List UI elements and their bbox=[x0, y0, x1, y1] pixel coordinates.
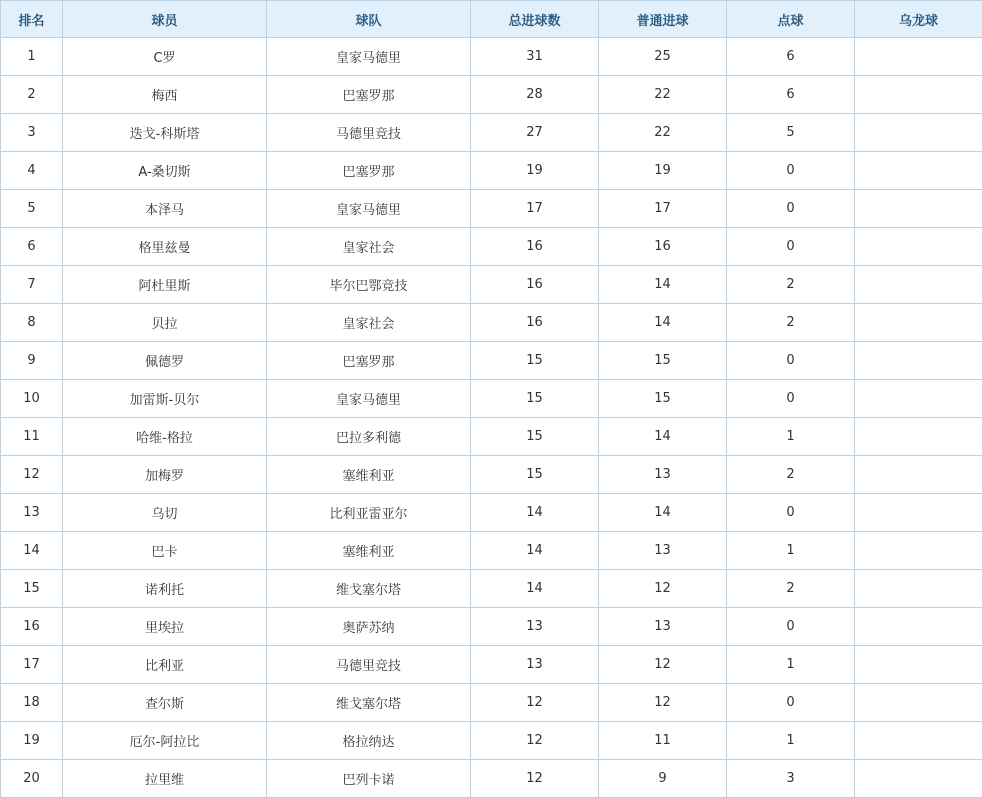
team-cell[interactable]: 巴列卡诺 bbox=[267, 760, 471, 798]
table-row bbox=[1, 266, 982, 304]
total-goals-cell: 15 bbox=[471, 342, 599, 380]
own-goals-cell bbox=[855, 494, 982, 532]
player-cell[interactable]: 诺利托 bbox=[63, 570, 267, 608]
penalties-cell: 0 bbox=[727, 608, 855, 646]
normal-goals-cell: 14 bbox=[599, 494, 727, 532]
rank-cell: 6 bbox=[1, 228, 63, 266]
normal-goals-cell: 14 bbox=[599, 304, 727, 342]
total-goals-cell: 28 bbox=[471, 76, 599, 114]
header-penalties[interactable]: 点球 bbox=[727, 1, 855, 38]
own-goals-cell bbox=[855, 380, 982, 418]
penalties-cell: 0 bbox=[727, 494, 855, 532]
rank-cell: 17 bbox=[1, 646, 63, 684]
header-player[interactable]: 球员 bbox=[63, 1, 267, 38]
table-row bbox=[1, 152, 982, 190]
team-cell[interactable]: 塞维利亚 bbox=[267, 456, 471, 494]
team-cell[interactable]: 格拉纳达 bbox=[267, 722, 471, 760]
table-row bbox=[1, 114, 982, 152]
player-cell[interactable]: 迭戈-科斯塔 bbox=[63, 114, 267, 152]
table-row bbox=[1, 380, 982, 418]
player-cell[interactable]: 格里兹曼 bbox=[63, 228, 267, 266]
penalties-cell: 0 bbox=[727, 380, 855, 418]
normal-goals-cell: 22 bbox=[599, 76, 727, 114]
penalties-cell: 2 bbox=[727, 304, 855, 342]
player-cell[interactable]: 巴卡 bbox=[63, 532, 267, 570]
header-team[interactable]: 球队 bbox=[267, 1, 471, 38]
table-row bbox=[1, 456, 982, 494]
normal-goals-cell: 14 bbox=[599, 266, 727, 304]
own-goals-cell bbox=[855, 722, 982, 760]
normal-goals-cell: 9 bbox=[599, 760, 727, 798]
table-row bbox=[1, 532, 982, 570]
own-goals-cell bbox=[855, 152, 982, 190]
own-goals-cell bbox=[855, 266, 982, 304]
penalties-cell: 0 bbox=[727, 684, 855, 722]
rank-cell: 19 bbox=[1, 722, 63, 760]
rank-cell: 14 bbox=[1, 532, 63, 570]
rank-cell: 16 bbox=[1, 608, 63, 646]
penalties-cell: 5 bbox=[727, 114, 855, 152]
own-goals-cell bbox=[855, 684, 982, 722]
table-header-row bbox=[1, 1, 982, 38]
normal-goals-cell: 16 bbox=[599, 228, 727, 266]
penalties-cell: 1 bbox=[727, 532, 855, 570]
total-goals-cell: 27 bbox=[471, 114, 599, 152]
total-goals-cell: 13 bbox=[471, 646, 599, 684]
table-row bbox=[1, 608, 982, 646]
player-cell[interactable]: 佩德罗 bbox=[63, 342, 267, 380]
total-goals-cell: 16 bbox=[471, 228, 599, 266]
normal-goals-cell: 19 bbox=[599, 152, 727, 190]
player-cell[interactable]: 哈维-格拉 bbox=[63, 418, 267, 456]
table-row bbox=[1, 190, 982, 228]
team-cell[interactable]: 维戈塞尔塔 bbox=[267, 684, 471, 722]
team-cell[interactable]: 塞维利亚 bbox=[267, 532, 471, 570]
team-cell[interactable]: 维戈塞尔塔 bbox=[267, 570, 471, 608]
total-goals-cell: 13 bbox=[471, 608, 599, 646]
penalties-cell: 1 bbox=[727, 418, 855, 456]
rank-cell: 8 bbox=[1, 304, 63, 342]
table-row bbox=[1, 342, 982, 380]
table-row bbox=[1, 494, 982, 532]
penalties-cell: 0 bbox=[727, 342, 855, 380]
table-row bbox=[1, 76, 982, 114]
own-goals-cell bbox=[855, 342, 982, 380]
total-goals-cell: 12 bbox=[471, 684, 599, 722]
normal-goals-cell: 15 bbox=[599, 342, 727, 380]
normal-goals-cell: 11 bbox=[599, 722, 727, 760]
team-cell[interactable]: 巴塞罗那 bbox=[267, 152, 471, 190]
total-goals-cell: 19 bbox=[471, 152, 599, 190]
table-row bbox=[1, 646, 982, 684]
penalties-cell: 0 bbox=[727, 228, 855, 266]
total-goals-cell: 17 bbox=[471, 190, 599, 228]
own-goals-cell bbox=[855, 38, 982, 76]
own-goals-cell bbox=[855, 190, 982, 228]
table-row bbox=[1, 304, 982, 342]
normal-goals-cell: 17 bbox=[599, 190, 727, 228]
rank-cell: 5 bbox=[1, 190, 63, 228]
penalties-cell: 6 bbox=[727, 38, 855, 76]
own-goals-cell bbox=[855, 456, 982, 494]
table-row bbox=[1, 760, 982, 798]
penalties-cell: 1 bbox=[727, 722, 855, 760]
player-cell[interactable]: 里埃拉 bbox=[63, 608, 267, 646]
table-row bbox=[1, 418, 982, 456]
table-row bbox=[1, 684, 982, 722]
team-cell[interactable]: 皇家社会 bbox=[267, 304, 471, 342]
team-cell[interactable]: 毕尔巴鄂竞技 bbox=[267, 266, 471, 304]
total-goals-cell: 16 bbox=[471, 304, 599, 342]
header-total-goals[interactable]: 总进球数 bbox=[471, 1, 599, 38]
penalties-cell: 1 bbox=[727, 646, 855, 684]
penalties-cell: 2 bbox=[727, 570, 855, 608]
rank-cell: 2 bbox=[1, 76, 63, 114]
total-goals-cell: 14 bbox=[471, 570, 599, 608]
normal-goals-cell: 15 bbox=[599, 380, 727, 418]
table-row bbox=[1, 570, 982, 608]
player-cell[interactable]: 加雷斯-贝尔 bbox=[63, 380, 267, 418]
total-goals-cell: 14 bbox=[471, 494, 599, 532]
normal-goals-cell: 12 bbox=[599, 570, 727, 608]
own-goals-cell bbox=[855, 570, 982, 608]
normal-goals-cell: 12 bbox=[599, 646, 727, 684]
own-goals-cell bbox=[855, 304, 982, 342]
total-goals-cell: 15 bbox=[471, 456, 599, 494]
rank-cell: 11 bbox=[1, 418, 63, 456]
team-cell[interactable]: 皇家社会 bbox=[267, 228, 471, 266]
total-goals-cell: 14 bbox=[471, 532, 599, 570]
penalties-cell: 0 bbox=[727, 152, 855, 190]
header-own-goals[interactable]: 乌龙球 bbox=[855, 1, 982, 38]
normal-goals-cell: 12 bbox=[599, 684, 727, 722]
table-row bbox=[1, 228, 982, 266]
header-rank[interactable]: 排名 bbox=[1, 1, 63, 38]
player-cell[interactable]: 比利亚 bbox=[63, 646, 267, 684]
total-goals-cell: 31 bbox=[471, 38, 599, 76]
normal-goals-cell: 13 bbox=[599, 532, 727, 570]
header-normal-goals[interactable]: 普通进球 bbox=[599, 1, 727, 38]
player-cell[interactable]: 贝拉 bbox=[63, 304, 267, 342]
player-cell[interactable]: 厄尔-阿拉比 bbox=[63, 722, 267, 760]
team-cell[interactable]: 马德里竞技 bbox=[267, 114, 471, 152]
own-goals-cell bbox=[855, 532, 982, 570]
team-cell[interactable]: 巴塞罗那 bbox=[267, 342, 471, 380]
penalties-cell: 6 bbox=[727, 76, 855, 114]
own-goals-cell bbox=[855, 76, 982, 114]
rank-cell: 13 bbox=[1, 494, 63, 532]
rank-cell: 7 bbox=[1, 266, 63, 304]
player-cell[interactable]: C罗 bbox=[63, 38, 267, 76]
penalties-cell: 3 bbox=[727, 760, 855, 798]
table-body bbox=[1, 38, 982, 798]
player-cell[interactable]: 梅西 bbox=[63, 76, 267, 114]
rank-cell: 9 bbox=[1, 342, 63, 380]
rank-cell: 20 bbox=[1, 760, 63, 798]
team-cell[interactable]: 巴塞罗那 bbox=[267, 76, 471, 114]
penalties-cell: 0 bbox=[727, 190, 855, 228]
own-goals-cell bbox=[855, 760, 982, 798]
normal-goals-cell: 14 bbox=[599, 418, 727, 456]
team-cell[interactable]: 马德里竞技 bbox=[267, 646, 471, 684]
table-row bbox=[1, 38, 982, 76]
player-cell[interactable]: 本泽马 bbox=[63, 190, 267, 228]
rank-cell: 1 bbox=[1, 38, 63, 76]
own-goals-cell bbox=[855, 608, 982, 646]
penalties-cell: 2 bbox=[727, 456, 855, 494]
normal-goals-cell: 22 bbox=[599, 114, 727, 152]
table-row bbox=[1, 722, 982, 760]
team-cell[interactable]: 比利亚雷亚尔 bbox=[267, 494, 471, 532]
player-cell[interactable]: 拉里维 bbox=[63, 760, 267, 798]
team-cell[interactable]: 皇家马德里 bbox=[267, 380, 471, 418]
team-cell[interactable]: 奥萨苏纳 bbox=[267, 608, 471, 646]
own-goals-cell bbox=[855, 114, 982, 152]
team-cell[interactable]: 皇家马德里 bbox=[267, 38, 471, 76]
normal-goals-cell: 25 bbox=[599, 38, 727, 76]
rank-cell: 3 bbox=[1, 114, 63, 152]
rank-cell: 15 bbox=[1, 570, 63, 608]
total-goals-cell: 12 bbox=[471, 722, 599, 760]
player-cell[interactable]: 查尔斯 bbox=[63, 684, 267, 722]
rank-cell: 18 bbox=[1, 684, 63, 722]
penalties-cell: 2 bbox=[727, 266, 855, 304]
player-cell[interactable]: A-桑切斯 bbox=[63, 152, 267, 190]
rank-cell: 12 bbox=[1, 456, 63, 494]
rank-cell: 4 bbox=[1, 152, 63, 190]
own-goals-cell bbox=[855, 418, 982, 456]
normal-goals-cell: 13 bbox=[599, 456, 727, 494]
total-goals-cell: 16 bbox=[471, 266, 599, 304]
total-goals-cell: 15 bbox=[471, 418, 599, 456]
total-goals-cell: 12 bbox=[471, 760, 599, 798]
player-cell[interactable]: 加梅罗 bbox=[63, 456, 267, 494]
normal-goals-cell: 13 bbox=[599, 608, 727, 646]
team-cell[interactable]: 皇家马德里 bbox=[267, 190, 471, 228]
own-goals-cell bbox=[855, 228, 982, 266]
total-goals-cell: 15 bbox=[471, 380, 599, 418]
player-cell[interactable]: 阿杜里斯 bbox=[63, 266, 267, 304]
rank-cell: 10 bbox=[1, 380, 63, 418]
team-cell[interactable]: 巴拉多利德 bbox=[267, 418, 471, 456]
own-goals-cell bbox=[855, 646, 982, 684]
player-cell[interactable]: 乌切 bbox=[63, 494, 267, 532]
